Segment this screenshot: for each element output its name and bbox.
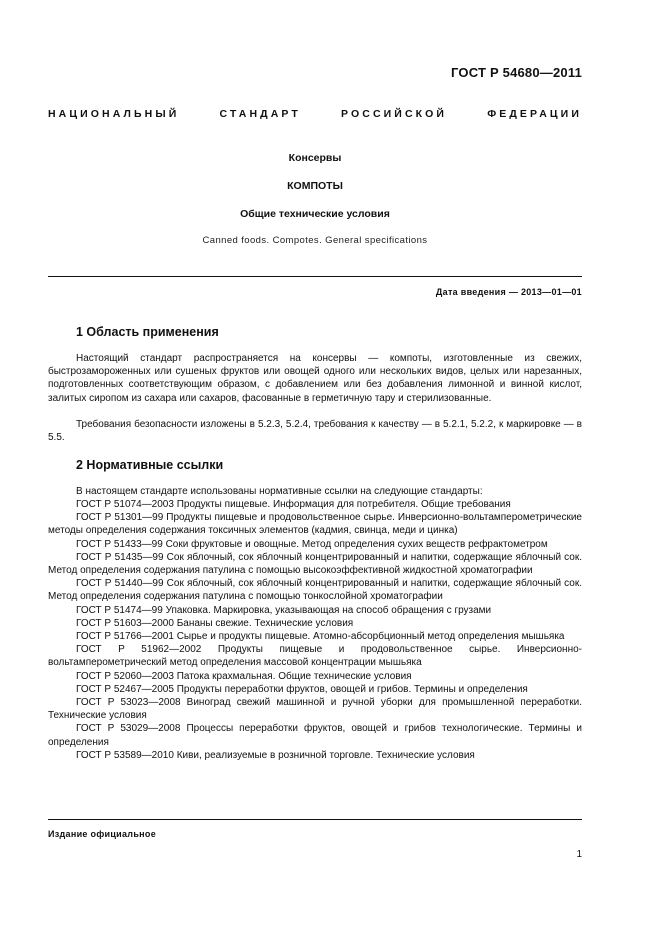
official-edition-label: Издание официальное <box>48 829 157 839</box>
introduction-date: Дата введения — 2013—01—01 <box>435 287 582 297</box>
page-number: 1 <box>576 849 582 860</box>
reference-item: ГОСТ Р 53589—2010 Киви, реализуемые в розничной торговле. Технические условия <box>76 749 475 761</box>
divider-top <box>48 276 582 277</box>
reference-item: ГОСТ Р 51433—99 Соки фруктовые и овощные. Метод определения сухих веществ рефрактометром <box>76 538 548 550</box>
reference-item: ГОСТ Р 51962—2002 Продукты пищевые и продовольственное сырье. Инверсионно-вольтамперометрический метод определения массовой концентрации мышьяка <box>48 644 582 669</box>
reference-item: ГОСТ Р 51474—99 Упаковка. Маркировка, указывающая на способ обращения с грузами <box>76 604 492 616</box>
reference-item: ГОСТ Р 52060—2003 Патока крахмальная. Общие технические условия <box>76 670 412 682</box>
reference-item: ГОСТ Р 52467—2005 Продукты переработки фруктов, овощей и грибов. Термины и определения <box>76 683 528 695</box>
document-code: ГОСТ Р 54680—2011 <box>451 65 582 80</box>
title-subtitle: Общие технические условия <box>240 208 390 220</box>
section-heading-scope: 1 Область применения <box>76 325 219 339</box>
title-english: Canned foods. Compotes. General specifications <box>202 235 428 246</box>
banner-word: ФЕДЕРАЦИИ <box>487 108 582 120</box>
reference-item: ГОСТ Р 51766—2001 Сырье и продукты пищевые. Атомно-абсорбционный метод определения мышьяка <box>76 631 565 643</box>
banner-word: РОССИЙСКОЙ <box>341 108 448 120</box>
divider-bottom <box>48 819 582 820</box>
reference-item: ГОСТ Р 53023—2008 Виноград свежий машинной и ручной уборки для промышленной переработки. Технические условия <box>48 697 582 722</box>
references-intro: В настоящем стандарте использованы нормативные ссылки на следующие стандарты: <box>76 486 483 497</box>
reference-item: ГОСТ Р 51603—2000 Бананы свежие. Технические условия <box>76 617 354 629</box>
reference-item: ГОСТ Р 51074—2003 Продукты пищевые. Информация для потребителя. Общие требования <box>76 499 511 510</box>
title-category: Консервы <box>288 152 342 164</box>
reference-item: ГОСТ Р 51440—99 Сок яблочный, сок яблочный концентрированный и напитки, содержащие яблочный сок. Метод определения содержания патулина с помощью тонкослойной хроматографии <box>48 578 582 603</box>
banner-word: НАЦИОНАЛЬНЫЙ <box>48 108 180 120</box>
reference-item: ГОСТ Р 51435—99 Сок яблочный, сок яблочный концентрированный и напитки, содержащие яблочный сок. Метод определения содержания патулина с помощью высокоэффективной жидкостной хроматографии <box>48 551 582 577</box>
title-product: КОМПОТЫ <box>287 180 343 192</box>
scope-paragraph: Настоящий стандарт распространяется на консервы — компоты, изготовленные из свежих, быстрозамороженных или сушеных фруктов или овощей одного или нескольких видов, целых или нарезанных, подготовленных соответствующим образом, с добавлением или без добавления лимонной и винной кислот, залитых сиропом из сахара или сахаров, фасованные в герметичную тару и стерилизованные. <box>48 353 582 404</box>
banner-word: СТАНДАРТ <box>219 108 301 120</box>
reference-list <box>48 498 582 762</box>
reference-item: ГОСТ Р 51301—99 Продукты пищевые и продовольственное сырье. Инверсионно-вольтамперометрические методы определения содержания токсичных элементов (кадмия, свинца, меди и цинка) <box>48 512 582 537</box>
standard-banner <box>48 108 582 120</box>
scope-paragraph: Требования безопасности изложены в 5.2.3, 5.2.4, требования к качеству — в 5.2.1, 5.2.2, к маркировке — в 5.5. <box>48 419 582 444</box>
section-heading-normative-references: 2 Нормативные ссылки <box>76 458 224 472</box>
reference-item: ГОСТ Р 53029—2008 Процессы переработки фруктов, овощей и грибов технологические. Термины и определения <box>48 723 582 748</box>
